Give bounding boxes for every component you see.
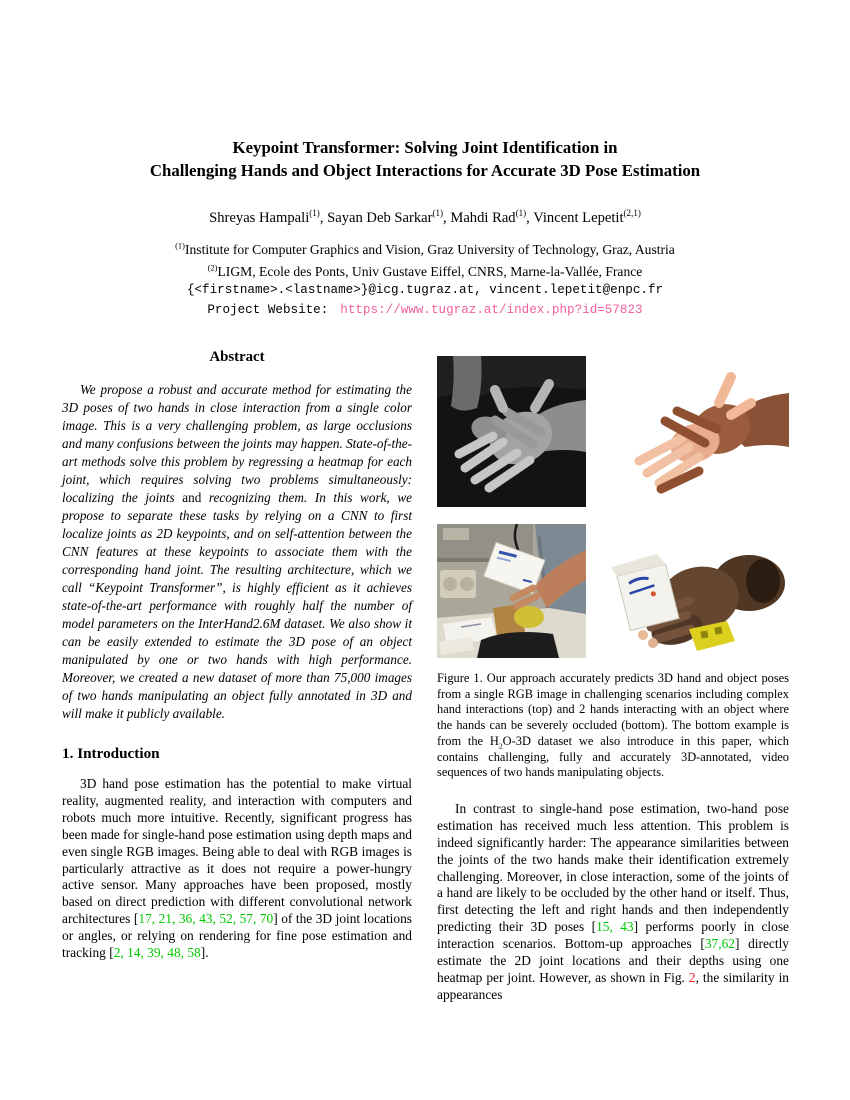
text-run: , Mahdi Rad: [443, 210, 516, 226]
figure1-image-render-hands: [603, 363, 789, 505]
abstract-text: [62, 381, 412, 723]
subscript: 2: [498, 741, 503, 751]
text-run: ] performs poorly in close interaction scenarios. Bottom-up approaches [: [437, 919, 789, 952]
affiliations: [0, 239, 850, 282]
abstract-heading: Abstract: [209, 349, 265, 365]
introduction-paragraph-2: [437, 801, 789, 1004]
text-run: In contrast to single-hand pose estimation, two-hand pose estimation has received much less attention. This problem is indeed significantly harder: The appearance similarities between the joints of the two hands make their identification extremely challenging. Moreover, in close interaction, some of the joints of a hand are likely to be occluded by the other hand or itself. Thus, first detecting the left and right hands and then independently predicting their 3D poses [: [437, 800, 789, 935]
render-box-hands-illustration: [597, 539, 789, 659]
project-website-label: Project Website:: [207, 303, 329, 317]
text-run: and: [182, 490, 202, 505]
citation-link[interactable]: 37,62: [704, 936, 735, 952]
superscript: (1): [515, 208, 527, 219]
grayscale-hands-photo-illustration: [437, 356, 586, 507]
citation-link[interactable]: 15, 43: [596, 919, 634, 935]
affiliation-line-2: [0, 261, 850, 283]
figure1-caption: [437, 671, 789, 781]
text-run: LIGM, Ecole des Ponts, Univ Gustave Eiffel, CNRS, Marne-la-Vallée, France: [217, 263, 643, 279]
figure1-image-photo-hands-grayscale: [437, 356, 586, 507]
left-column: [62, 349, 412, 962]
paper-title-line1: Keypoint Transformer: Solving Joint Identification in: [232, 138, 618, 157]
superscript: (2,1): [623, 208, 641, 219]
text-run: , Sayan Deb Sarkar: [319, 210, 433, 226]
superscript: (1): [175, 240, 185, 251]
superscript: (2): [207, 261, 218, 272]
figure1-image-render-box-hands: [597, 539, 789, 659]
superscript: (1): [309, 208, 320, 219]
introduction-paragraph: [62, 776, 412, 962]
text-run: Figure 1. Our approach accurately predicts 3D hand and object poses from a single RGB image in challenging scenarios including complex hand interactions (top) and 2 hands interacting with an object where the hands can be severely occluded (bottom). The bottom example is from the H: [437, 671, 789, 748]
figure1-image-photo-box-scene: [437, 524, 586, 658]
text-run: We propose a robust and accurate method for estimating the 3D poses of two hands in close interaction from a single color image. This is a very challenging problem, as large occlusions and many confusions between the joints may happen. State-of-the-art methods solve this problem by regressing a heatmap for each joint, which requires solving two problems simultaneously: localizing the joints: [62, 382, 412, 505]
text-run: recognizing them. In this work, we propose to separate these tasks by relying on a CNN to first localize joints as 2D keypoints, and on self-attention between the CNN features at these keypoints to associate them with the corresponding hand joint. The resulting architecture, which we call “Keypoint Transformer”, is highly efficient as it achieves state-of-the-art performance with roughly half the number of model parameters on the InterHand2.6M dataset. We also show it can be easily extended to estimate the 3D pose of an object manipulated by one or two hands with high performance. Moreover, we created a new dataset of more than 75,000 images of two hands manipulating an object fully annotated in 3D and will make it publicly available.: [62, 490, 412, 721]
authors-line: [0, 210, 850, 227]
text-run: , Vincent Lepetit: [526, 210, 624, 226]
photo-box-scene-illustration: [437, 524, 586, 658]
figure1: [437, 349, 789, 659]
text-run: Shreyas Hampali: [209, 210, 310, 226]
text-run: ] directly estimate the 2D joint locations and their depths using one heatmap per joint. However, as shown in Fig.: [437, 936, 789, 985]
figure-reference-link[interactable]: 2: [688, 969, 696, 985]
text-run: ].: [200, 945, 209, 961]
author-emails: {<firstname>.<lastname>}@icg.tugraz.at, vincent.lepetit@enpc.fr: [186, 283, 664, 297]
citation-link[interactable]: 2, 14, 39, 48, 58: [113, 945, 201, 961]
paper-title: [0, 136, 850, 182]
project-website-link[interactable]: https://www.tugraz.at/index.php?id=57823: [340, 303, 643, 317]
citation-link[interactable]: 17, 21, 36, 43, 52, 57, 70: [138, 911, 274, 927]
right-column: [437, 349, 789, 1004]
text-run: ] of the 3D joint locations or angles, or relying on rendering for fine pose estimation and tracking [: [62, 911, 412, 961]
render-hands-illustration: [603, 363, 789, 505]
affiliation-line-1: [0, 239, 850, 261]
text-run: , the similarity in appearances: [437, 969, 789, 1002]
text-run: 3D hand pose estimation has the potential to make virtual reality, augmented reality, and interaction with computers and robots much more intuitive. Recently, significant progress has been made for single-hand pose estimation using depth maps and even single RGB images. Being able to deal with RGB images is particularly attractive as it does not require a power-hungry active sensor. Many approaches have been proposed, mostly based on direct prediction with different convolutional network architectures [: [62, 776, 412, 927]
section-heading-introduction: 1. Introduction: [62, 745, 160, 762]
paper-title-line2: Challenging Hands and Object Interactions for Accurate 3D Pose Estimation: [149, 161, 701, 180]
superscript: (1): [432, 208, 444, 219]
text-run: Institute for Computer Graphics and Vision, Graz University of Technology, Graz, Austria: [184, 242, 675, 257]
text-run: O-3D dataset we also introduce in this paper, which contains challenging, fully and accurately 3D-annotated, video sequences of two hands manipulating objects.: [437, 733, 789, 780]
project-website-line: [0, 303, 850, 317]
